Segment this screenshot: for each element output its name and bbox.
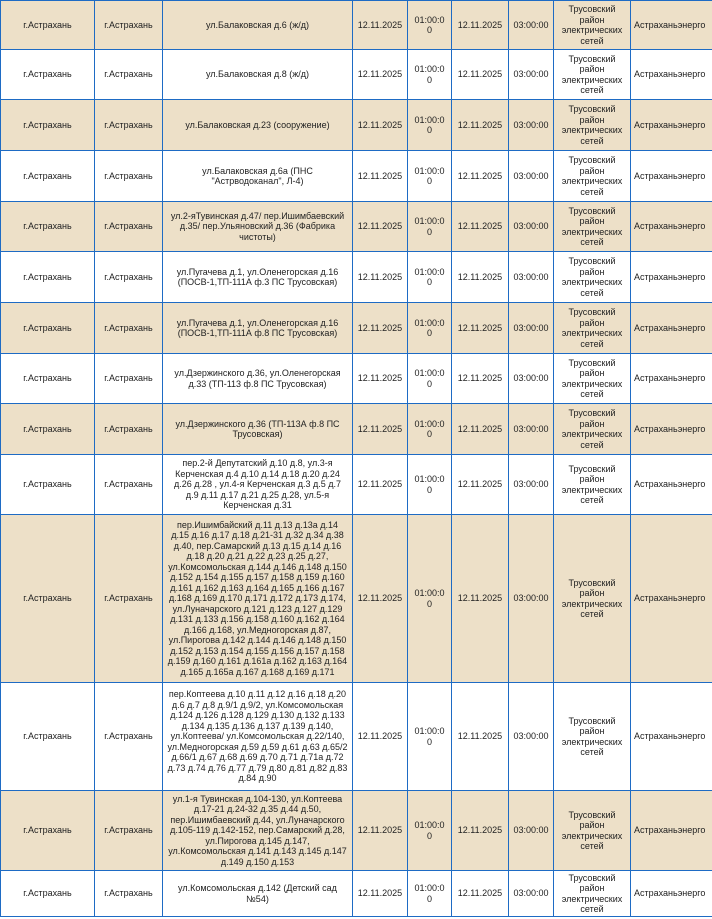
locality-cell: г.Астрахань (1, 871, 95, 917)
start-date-cell: 12.11.2025 (353, 515, 408, 683)
organization-cell: Астраханьэнерго (631, 515, 712, 683)
start-time-cell: 01:00:00 (408, 151, 452, 202)
end-date-cell: 12.11.2025 (452, 202, 509, 252)
table-row (1, 354, 712, 404)
locality-cell: г.Астрахань (1, 252, 95, 303)
address-cell: ул.1-я Тувинская д.104-130, ул.Коптеева д.17-21 д.24-32 д.35 д.44 д.50, пер.Ишимбаевский д.44, ул.Луначарского д.105-119 д.142-152, пер.Самарский д.28, ул.Пирогова д.145 д.147, ул.Комсомольская д.141 д.143 д.145 д.147 д.149 д.150 д.153 (163, 791, 353, 871)
end-time-cell: 03:00:00 (509, 252, 554, 303)
start-date-cell: 12.11.2025 (353, 151, 408, 202)
locality-cell: г.Астрахань (1, 683, 95, 791)
settlement-cell: г.Астрахань (95, 515, 163, 683)
start-date-cell: 12.11.2025 (353, 303, 408, 354)
start-date-cell: 12.11.2025 (353, 252, 408, 303)
organization-cell: Астраханьэнерго (631, 202, 712, 252)
end-time-cell: 03:00:00 (509, 50, 554, 100)
end-time-cell: 03:00:00 (509, 151, 554, 202)
organization-cell: Астраханьэнерго (631, 871, 712, 917)
organization-cell: Астраханьэнерго (631, 354, 712, 404)
end-time-cell: 03:00:00 (509, 515, 554, 683)
end-time-cell: 03:00:00 (509, 202, 554, 252)
start-time-cell: 01:00:00 (408, 100, 452, 151)
address-cell: ул.Балаковская д.8 (ж/д) (163, 50, 353, 100)
table-row (1, 871, 712, 917)
start-time-cell: 01:00:00 (408, 404, 452, 455)
locality-cell: г.Астрахань (1, 303, 95, 354)
table-row (1, 1, 712, 50)
locality-cell: г.Астрахань (1, 202, 95, 252)
end-date-cell: 12.11.2025 (452, 871, 509, 917)
table-row (1, 100, 712, 151)
end-date-cell: 12.11.2025 (452, 252, 509, 303)
start-date-cell: 12.11.2025 (353, 683, 408, 791)
district-cell: Трусовский район электрических сетей (554, 202, 631, 252)
end-date-cell: 12.11.2025 (452, 791, 509, 871)
organization-cell: Астраханьэнерго (631, 303, 712, 354)
end-date-cell: 12.11.2025 (452, 303, 509, 354)
address-cell: ул.Балаковская д.23 (сооружение) (163, 100, 353, 151)
start-date-cell: 12.11.2025 (353, 791, 408, 871)
district-cell: Трусовский район электрических сетей (554, 1, 631, 50)
district-cell: Трусовский район электрических сетей (554, 455, 631, 515)
end-date-cell: 12.11.2025 (452, 354, 509, 404)
start-time-cell: 01:00:00 (408, 50, 452, 100)
start-time-cell: 01:00:00 (408, 455, 452, 515)
start-time-cell: 01:00:00 (408, 791, 452, 871)
settlement-cell: г.Астрахань (95, 100, 163, 151)
settlement-cell: г.Астрахань (95, 354, 163, 404)
start-time-cell: 01:00:00 (408, 202, 452, 252)
start-date-cell: 12.11.2025 (353, 1, 408, 50)
start-date-cell: 12.11.2025 (353, 455, 408, 515)
address-cell: ул.2-яТувинская д.47/ пер.Ишимбаевский д.35/ пер.Ульяновский д.36 (Фабрика чистоты) (163, 202, 353, 252)
table-row (1, 515, 712, 683)
table-row (1, 404, 712, 455)
address-cell: пер.Ишимбайский д.11 д.13 д.13а д.14 д.15 д.16 д.17 д.18 д.21-31 д.32 д.34 д.38 д.40, пер.Самарский д.13 д.15 д.14 д.16 д.18 д.20 д.21 д.22 д.23 д.25 д.27, ул.Комсомольская д.144 д.146 д.148 д.150 д.152 д.154 д.155 д.157 д.158 д.159 д.160 д.161 д.162 д.163 д.164 д.165 д.166 д.167 д.168 д.169 д.170 д.171 д.172 д.173 д.174, ул.Луначарского д.121 д.123 д.127 д.129 д.131 д.133 д.156 д.158 д.160 д.162 д.164 д.166 д.168, ул.Медногорская д.87, ул.Пирогова д.142 д.144 д.146 д.148 д.150 д.152 д.153 д.154 д.155 д.156 д.157 д.158 д.159 д.160 д.161 д.161а д.162 д.163 д.164 д.165 д.165а д.167 д.168 д.169 д.171 (163, 515, 353, 683)
settlement-cell: г.Астрахань (95, 151, 163, 202)
organization-cell: Астраханьэнерго (631, 404, 712, 455)
end-time-cell: 03:00:00 (509, 683, 554, 791)
end-date-cell: 12.11.2025 (452, 1, 509, 50)
start-time-cell: 01:00:00 (408, 1, 452, 50)
district-cell: Трусовский район электрических сетей (554, 151, 631, 202)
end-date-cell: 12.11.2025 (452, 404, 509, 455)
settlement-cell: г.Астрахань (95, 1, 163, 50)
organization-cell: Астраханьэнерго (631, 791, 712, 871)
locality-cell: г.Астрахань (1, 354, 95, 404)
district-cell: Трусовский район электрических сетей (554, 515, 631, 683)
settlement-cell: г.Астрахань (95, 683, 163, 791)
start-time-cell: 01:00:00 (408, 252, 452, 303)
end-time-cell: 03:00:00 (509, 1, 554, 50)
address-cell: ул.Пугачева д.1, ул.Оленегорская д.16 (ПОСВ-1,ТП-111А ф.3 ПС Трусовская) (163, 252, 353, 303)
address-cell: ул.Дзержинского д.36 (ТП-113А ф.8 ПС Трусовская) (163, 404, 353, 455)
start-time-cell: 01:00:00 (408, 871, 452, 917)
settlement-cell: г.Астрахань (95, 455, 163, 515)
end-date-cell: 12.11.2025 (452, 683, 509, 791)
start-time-cell: 01:00:00 (408, 303, 452, 354)
settlement-cell: г.Астрахань (95, 50, 163, 100)
start-date-cell: 12.11.2025 (353, 404, 408, 455)
district-cell: Трусовский район электрических сетей (554, 303, 631, 354)
end-date-cell: 12.11.2025 (452, 455, 509, 515)
address-cell: ул.Балаковская д.6а (ПНС "Астрводоканал", Л-4) (163, 151, 353, 202)
organization-cell: Астраханьэнерго (631, 683, 712, 791)
locality-cell: г.Астрахань (1, 50, 95, 100)
district-cell: Трусовский район электрических сетей (554, 683, 631, 791)
start-time-cell: 01:00:00 (408, 354, 452, 404)
end-time-cell: 03:00:00 (509, 791, 554, 871)
end-date-cell: 12.11.2025 (452, 50, 509, 100)
district-cell: Трусовский район электрических сетей (554, 50, 631, 100)
start-date-cell: 12.11.2025 (353, 354, 408, 404)
settlement-cell: г.Астрахань (95, 202, 163, 252)
locality-cell: г.Астрахань (1, 151, 95, 202)
district-cell: Трусовский район электрических сетей (554, 404, 631, 455)
address-cell: ул.Балаковская д.6 (ж/д) (163, 1, 353, 50)
district-cell: Трусовский район электрических сетей (554, 100, 631, 151)
locality-cell: г.Астрахань (1, 455, 95, 515)
district-cell: Трусовский район электрических сетей (554, 354, 631, 404)
start-date-cell: 12.11.2025 (353, 100, 408, 151)
organization-cell: Астраханьэнерго (631, 50, 712, 100)
settlement-cell: г.Астрахань (95, 791, 163, 871)
table-row (1, 791, 712, 871)
district-cell: Трусовский район электрических сетей (554, 791, 631, 871)
table-row (1, 151, 712, 202)
organization-cell: Астраханьэнерго (631, 100, 712, 151)
settlement-cell: г.Астрахань (95, 252, 163, 303)
end-date-cell: 12.11.2025 (452, 515, 509, 683)
end-time-cell: 03:00:00 (509, 871, 554, 917)
table-row (1, 683, 712, 791)
settlement-cell: г.Астрахань (95, 404, 163, 455)
locality-cell: г.Астрахань (1, 791, 95, 871)
end-date-cell: 12.11.2025 (452, 100, 509, 151)
end-time-cell: 03:00:00 (509, 100, 554, 151)
settlement-cell: г.Астрахань (95, 871, 163, 917)
district-cell: Трусовский район электрических сетей (554, 871, 631, 917)
start-date-cell: 12.11.2025 (353, 871, 408, 917)
locality-cell: г.Астрахань (1, 515, 95, 683)
address-cell: ул.Дзержинского д.36, ул.Оленегорская д.33 (ТП-113 ф.8 ПС Трусовская) (163, 354, 353, 404)
end-time-cell: 03:00:00 (509, 455, 554, 515)
locality-cell: г.Астрахань (1, 100, 95, 151)
settlement-cell: г.Астрахань (95, 303, 163, 354)
table-row (1, 303, 712, 354)
table-row (1, 252, 712, 303)
end-date-cell: 12.11.2025 (452, 151, 509, 202)
table-row (1, 455, 712, 515)
address-cell: ул.Пугачева д.1, ул.Оленегорская д.16 (ПОСВ-1,ТП-111А ф.8 ПС Трусовская) (163, 303, 353, 354)
organization-cell: Астраханьэнерго (631, 1, 712, 50)
organization-cell: Астраханьэнерго (631, 151, 712, 202)
organization-cell: Астраханьэнерго (631, 252, 712, 303)
start-date-cell: 12.11.2025 (353, 202, 408, 252)
locality-cell: г.Астрахань (1, 404, 95, 455)
start-date-cell: 12.11.2025 (353, 50, 408, 100)
table-row (1, 50, 712, 100)
district-cell: Трусовский район электрических сетей (554, 252, 631, 303)
table-row (1, 202, 712, 252)
address-cell: пер.Коптеева д.10 д.11 д.12 д.16 д.18 д.20 д.6 д.7 д.8 д.9/1 д.9/2, ул.Комсомольская д.124 д.126 д.128 д.129 д.130 д.132 д.133 д.134 д.135 д.136 д.137 д.139 д.140, ул.Коптеева/ ул.Комсомольская д.22/140, ул.Медногорская д.59 д.59 д.61 д.63 д.65/2 д.66/1 д.67 д.68 д.69 д.70 д.71 д.71а д.72 д.73 д.74 д.76 д.77 д.79 д.80 д.81 д.82 д.83 д.84 д.90 (163, 683, 353, 791)
locality-cell: г.Астрахань (1, 1, 95, 50)
organization-cell: Астраханьэнерго (631, 455, 712, 515)
end-time-cell: 03:00:00 (509, 354, 554, 404)
address-cell: ул.Комсомольская д.142 (Детский сад №54) (163, 871, 353, 917)
address-cell: пер.2-й Депутатский д.10 д.8, ул.3-я Керченская д.4 д.10 д.14 д.18 д.20 д.24 д.26 д.28 , ул.4-я Керченская д.3 д.5 д.7 д.9 д.11 д.17 д.21 д.25 д.28, ул.5-я Керченская д.31 (163, 455, 353, 515)
end-time-cell: 03:00:00 (509, 303, 554, 354)
end-time-cell: 03:00:00 (509, 404, 554, 455)
start-time-cell: 01:00:00 (408, 515, 452, 683)
start-time-cell: 01:00:00 (408, 683, 452, 791)
